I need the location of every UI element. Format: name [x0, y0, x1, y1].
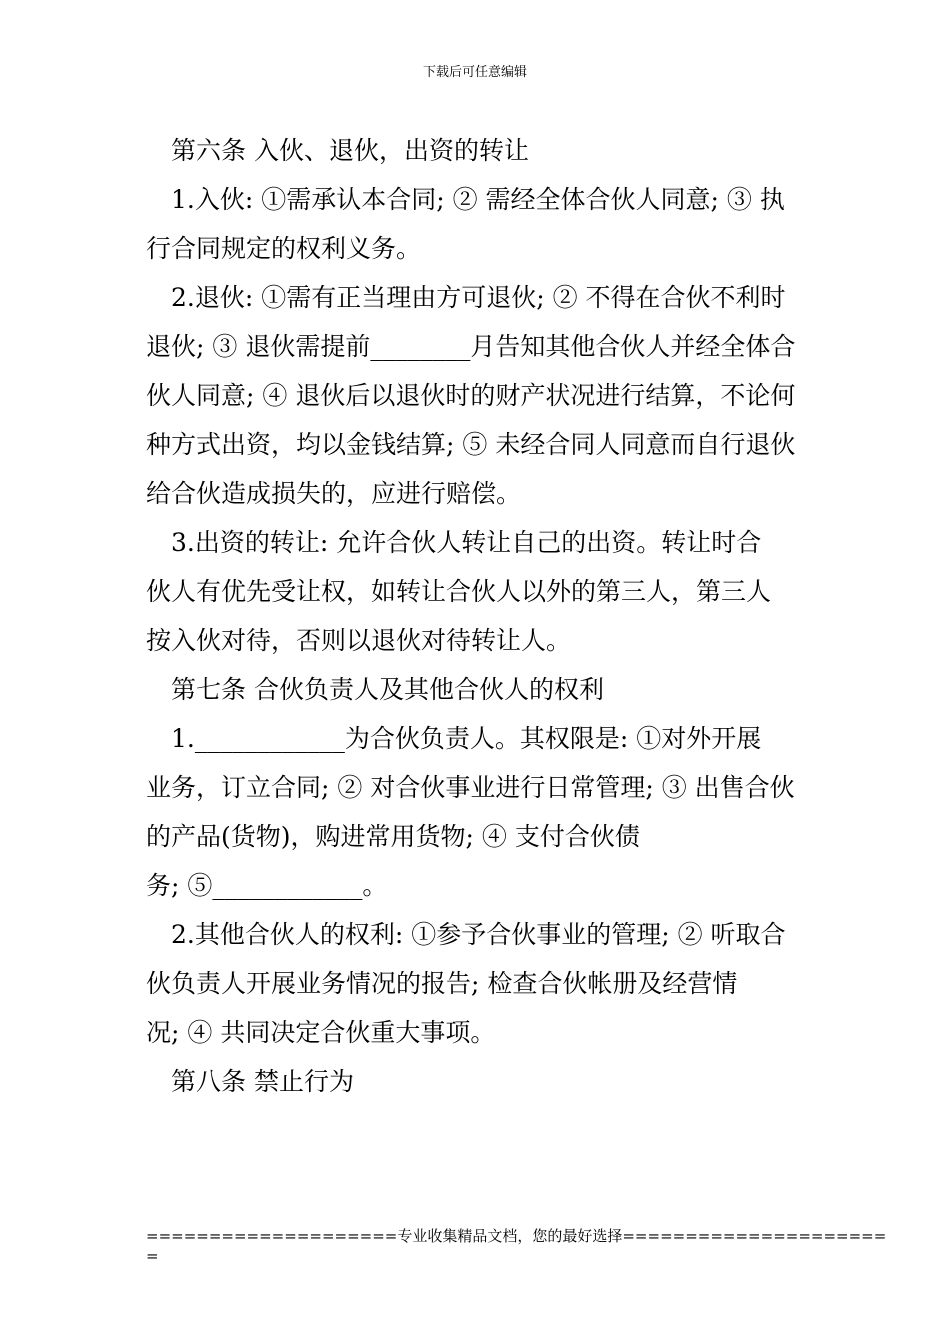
- paragraph-line: 伙人同意; ④ 退伙后以退伙时的财产状况进行结算，不论何: [146, 381, 796, 410]
- paragraph-line: 2.其他合伙人的权利: ①参予合伙事业的管理; ② 听取合: [171, 920, 786, 949]
- header-text: 下载后可任意编辑: [422, 65, 527, 80]
- paragraph-line: 务; ⑤____________。: [146, 871, 388, 900]
- document-body: [146, 126, 806, 1106]
- paragraph-line: 给合伙造成损失的，应进行赔偿。: [146, 479, 522, 508]
- paragraph-line: 第七条 合伙负责人及其他合伙人的权利: [171, 675, 604, 704]
- clause-transfer: [146, 518, 806, 665]
- article-seven-heading: [146, 665, 806, 714]
- paragraph-line: 的产品(货物)，购进常用货物; ④ 支付合伙债: [146, 822, 640, 851]
- paragraph-line: 1.____________为合伙负责人。其权限是: ①对外开展: [171, 724, 762, 753]
- paragraph-line: 2.退伙: ①需有正当理由方可退伙; ② 不得在合伙不利时: [171, 283, 786, 312]
- paragraph-line: 第八条 禁止行为: [171, 1067, 354, 1096]
- article-eight-heading: [146, 1057, 806, 1106]
- page-header: [0, 64, 950, 82]
- paragraph-line: 退伙; ③ 退伙需提前________月告知其他合伙人并经全体合: [146, 332, 796, 361]
- paragraph-line: 第六条 入伙、退伙，出资的转让: [171, 136, 529, 165]
- clause-responsible-partner: [146, 714, 806, 910]
- footer-tail: =: [146, 1247, 159, 1265]
- paragraph-line: 伙负责人开展业务情况的报告; 检查合伙帐册及经营情: [146, 969, 738, 998]
- article-six-heading: [146, 126, 806, 175]
- paragraph-line: 伙人有优先受让权，如转让合伙人以外的第三人，第三人: [146, 577, 772, 606]
- clause-joining: [146, 175, 806, 273]
- clause-other-partners-rights: [146, 910, 806, 1057]
- paragraph-line: 行合同规定的权利义务。: [146, 234, 422, 263]
- paragraph-line: 种方式出资，均以金钱结算; ⑤ 未经合同人同意而自行退伙: [146, 430, 796, 459]
- paragraph-line: 况; ④ 共同决定合伙重大事项。: [146, 1018, 496, 1047]
- clause-withdrawal: [146, 273, 806, 518]
- paragraph-line: 按入伙对待，否则以退伙对待转让人。: [146, 626, 572, 655]
- page-footer: [146, 1226, 887, 1266]
- paragraph-line: 1.入伙: ①需承认本合同; ② 需经全体合伙人同意; ③ 执: [171, 185, 785, 214]
- paragraph-line: 3.出资的转让: 允许合伙人转让自己的出资。转让时合: [171, 528, 762, 557]
- paragraph-line: 业务，订立合同; ② 对合伙事业进行日常管理; ③ 出售合伙: [146, 773, 795, 802]
- footer-text: ====================专业收集精品文档，您的最好选择=====================: [146, 1227, 887, 1245]
